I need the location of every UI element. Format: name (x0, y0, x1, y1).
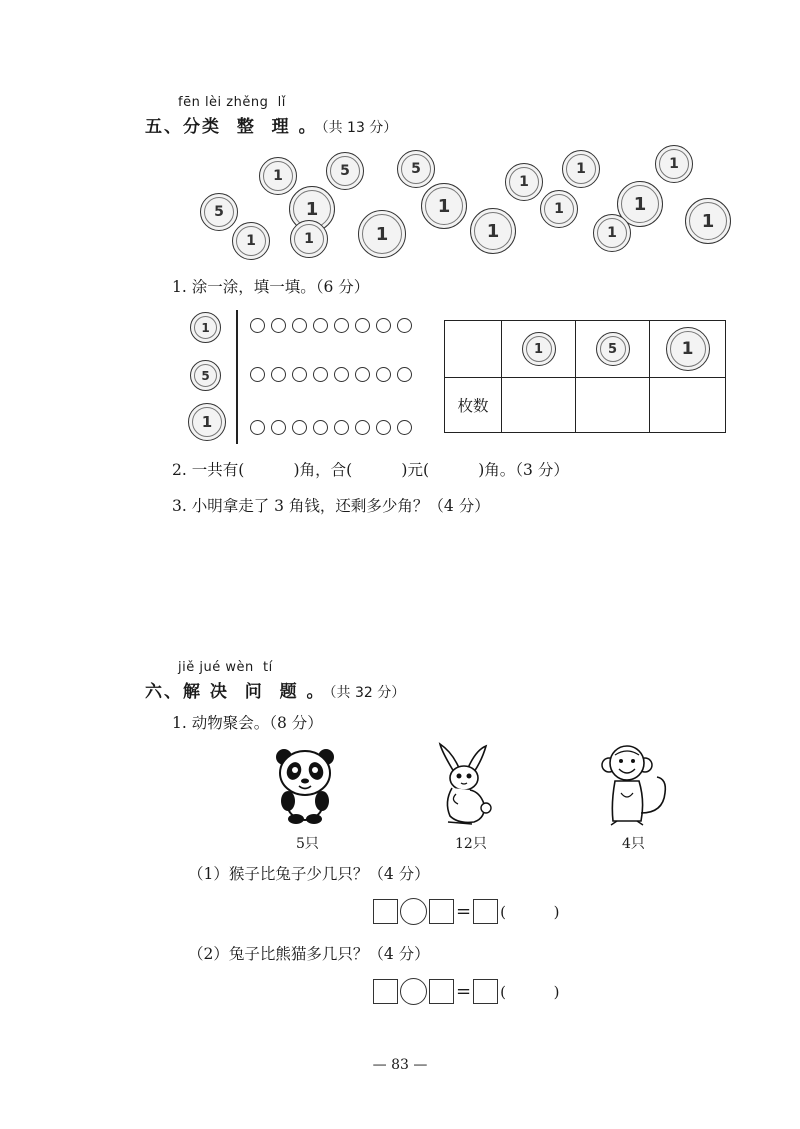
equals-sign: = (456, 900, 472, 922)
table-row-label: 枚数 (445, 378, 502, 433)
coin-1-yuan: 1 (289, 186, 335, 232)
answer-box[interactable] (373, 979, 398, 1004)
tally-circle[interactable] (271, 318, 286, 333)
unit-blank[interactable]: ( ) (500, 982, 560, 1001)
animal-count-monkey: 4只 (622, 836, 645, 852)
tally-circle[interactable] (355, 367, 370, 382)
coin-1-jiao: 1 (290, 220, 328, 258)
result-box[interactable] (473, 979, 498, 1004)
tally-circle[interactable] (250, 367, 265, 382)
section5-question-1: 1. 涂一涂，填一填。（6 分） (172, 278, 370, 296)
coin-1-jiao: 1 (593, 214, 631, 252)
coin-5-jiao: 5 (200, 193, 238, 231)
tally-circle[interactable] (313, 318, 328, 333)
animal-count-rabbit: 12只 (455, 836, 487, 852)
equals-sign: = (456, 980, 472, 1002)
page-number: — 83 — (372, 1057, 428, 1073)
tally-circle[interactable] (397, 420, 412, 435)
coin-5-jiao: 5 (190, 360, 221, 391)
answer-box[interactable] (429, 979, 454, 1004)
sub-question-1: （1）猴子比兔子少几只？（4 分） (188, 865, 430, 883)
tally-row-1-yuan (250, 420, 412, 435)
section5-title (145, 112, 397, 137)
tally-circle[interactable] (292, 420, 307, 435)
coin-1-yuan: 1 (421, 183, 467, 229)
coin-1-jiao: 1 (562, 150, 600, 188)
panda-icon (272, 745, 338, 825)
table-header-1-jiao (502, 321, 576, 378)
section6-title-text: 六、解 决 问 题 。 (145, 682, 326, 702)
tally-circle[interactable] (334, 420, 349, 435)
equation-2 (373, 978, 559, 1005)
tally-circle[interactable] (271, 420, 286, 435)
coin-1-yuan: 1 (666, 327, 710, 371)
tally-row-1-jiao (250, 318, 412, 333)
unit-blank[interactable]: ( ) (500, 902, 560, 921)
answer-box[interactable] (429, 899, 454, 924)
section5-question-3: 3. 小明拿走了 3 角钱，还剩多少角？（4 分） (172, 497, 490, 515)
tally-circle[interactable] (355, 318, 370, 333)
tally-circle[interactable] (292, 318, 307, 333)
tally-circle[interactable] (271, 367, 286, 382)
coin-1-yuan: 1 (617, 181, 663, 227)
section6-title (145, 677, 405, 702)
tally-circle[interactable] (376, 420, 391, 435)
table-header-1-yuan (650, 321, 726, 378)
animal-count-panda: 5只 (296, 836, 319, 852)
coin-1-yuan: 1 (685, 198, 731, 244)
count-input-1-yuan[interactable] (650, 378, 726, 433)
tally-circle[interactable] (376, 318, 391, 333)
result-box[interactable] (473, 899, 498, 924)
tally-circle[interactable] (250, 420, 265, 435)
coin-5-jiao: 5 (596, 332, 630, 366)
section6-pinyin: jiě jué wèn tí (178, 660, 273, 675)
tally-circle[interactable] (313, 367, 328, 382)
operator-circle[interactable] (400, 978, 427, 1005)
tally-circle[interactable] (334, 367, 349, 382)
operator-circle[interactable] (400, 898, 427, 925)
tally-circle[interactable] (292, 367, 307, 382)
answer-box[interactable] (373, 899, 398, 924)
equation-1 (373, 898, 559, 925)
coin-1-jiao: 1 (259, 157, 297, 195)
tally-circle[interactable] (355, 420, 370, 435)
tally-circle[interactable] (397, 367, 412, 382)
tally-circle[interactable] (397, 318, 412, 333)
section5-points: （共 13 分） (321, 120, 398, 136)
tally-divider (236, 310, 238, 444)
coin-1-jiao: 1 (522, 332, 556, 366)
rabbit-icon (434, 742, 496, 828)
section5-question-2: 2. 一共有( )角，合( )元( )角。（3 分） (172, 461, 569, 479)
count-input-5-jiao[interactable] (576, 378, 650, 433)
coin-1-jiao: 1 (540, 190, 578, 228)
tally-circle[interactable] (334, 318, 349, 333)
coin-1-jiao: 1 (655, 145, 693, 183)
table-header-5-jiao (576, 321, 650, 378)
tally-circle[interactable] (376, 367, 391, 382)
monkey-icon (597, 743, 675, 827)
section5-pinyin: fēn lèi zhěng lǐ (178, 95, 286, 110)
tally-circle[interactable] (313, 420, 328, 435)
tally-row-5-jiao (250, 367, 412, 382)
sub-question-2: （2）兔子比熊猫多几只？（4 分） (188, 945, 430, 963)
coin-count-table (444, 320, 726, 433)
coin-5-jiao: 5 (397, 150, 435, 188)
coin-1-jiao: 1 (232, 222, 270, 260)
section6-question-1: 1. 动物聚会。（8 分） (172, 714, 323, 732)
coin-1-jiao: 1 (190, 312, 221, 343)
section5-title-text: 五、分类 整 理 。 (145, 117, 318, 137)
coin-1-yuan: 1 (358, 210, 406, 258)
coin-5-jiao: 5 (326, 152, 364, 190)
coin-1-yuan: 1 (470, 208, 516, 254)
table-corner-cell (445, 321, 502, 378)
coin-1-yuan: 1 (188, 403, 226, 441)
count-input-1-jiao[interactable] (502, 378, 576, 433)
coin-1-jiao: 1 (505, 163, 543, 201)
section6-points: （共 32 分） (329, 685, 406, 701)
tally-circle[interactable] (250, 318, 265, 333)
